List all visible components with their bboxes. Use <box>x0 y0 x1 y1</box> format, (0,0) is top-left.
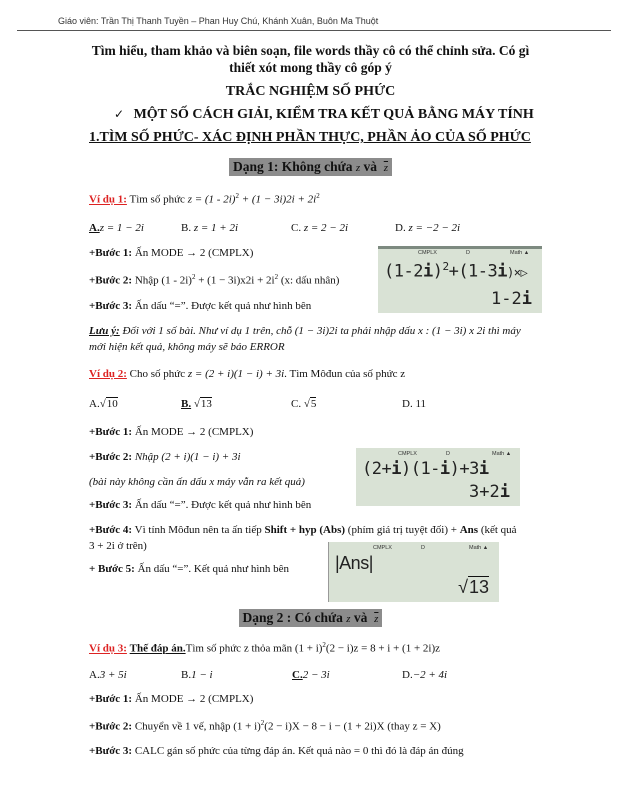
status-cmplx: CMPLX <box>418 250 437 256</box>
option-letter: A. <box>89 222 100 234</box>
calculator-screen-3 <box>328 542 499 602</box>
example-1-note-2: mới hiện kết quả, không máy sẽ báo ERROR <box>89 341 285 353</box>
option-text: 2 − 3i <box>302 669 330 681</box>
step-label: +Bước 2: <box>89 274 133 287</box>
option-text: z = 2 − 2i <box>303 222 349 234</box>
exponent: 2 <box>191 273 196 281</box>
option-letter: C. <box>292 669 303 681</box>
header-divider <box>17 30 611 31</box>
option-text: 5 <box>310 398 317 410</box>
step-text: Ấn MODE → 2 (CMPLX) <box>134 247 254 259</box>
example-2-question <box>89 368 405 380</box>
step-text: Ấn dấu “=”. Được kết quả như hình bên <box>134 300 312 312</box>
step-label: +Bước 3: <box>89 300 133 312</box>
calc-expression: |Ans| <box>335 553 373 573</box>
option-letter: A. <box>89 669 100 681</box>
example-2-step-1 <box>89 426 253 438</box>
calc-result: 3+2i <box>469 482 510 502</box>
dang-2-heading <box>0 609 621 627</box>
option-text: z = 1 − 2i <box>99 222 144 234</box>
conj-and: và <box>363 159 377 174</box>
exponent: 2 <box>322 641 326 649</box>
expr: + (1 − 3i)2i + 2i <box>238 193 317 206</box>
example-3-option-c <box>292 669 330 681</box>
option-letter: C. <box>291 398 302 410</box>
step-label: +Bước 4: <box>89 524 133 536</box>
z-bar-symbol: $\overline{z}$ <box>374 613 379 625</box>
option-letter: A. <box>89 398 100 410</box>
exponent: 2 <box>316 192 320 200</box>
example-1-step-2 <box>89 273 339 287</box>
option-letter: B. <box>181 398 192 410</box>
dang-1-heading <box>0 158 621 176</box>
option-letter: D. <box>402 398 413 410</box>
status-math: Math ▲ <box>492 451 512 457</box>
step-text: Nhập (2 + i)(1 − i) + 3i <box>134 451 241 463</box>
z-symbol: z <box>346 613 351 625</box>
example-1-step-3 <box>89 300 311 312</box>
example-2-option-d <box>402 398 426 410</box>
expr: z = (1 - 2i) <box>187 193 236 206</box>
option-letter: D. <box>395 222 406 234</box>
example-2-step-2-note: (bài này không cần ấn dấu x máy vẫn ra kết quả) <box>89 476 305 488</box>
calc-expression: (2+i)(1-i)+3i <box>362 459 489 479</box>
example-1-option-b <box>181 222 238 234</box>
page-header-teacher: Giáo viên: Trần Thị Thanh Tuyền – Phan Huy Chú, Khánh Xuân, Buôn Ma Thuột <box>58 16 379 26</box>
step-label: +Bước 1: <box>89 426 133 438</box>
option-text: z = −2 − 2i <box>408 222 461 234</box>
example-2-option-c: C. √5 <box>291 398 317 410</box>
step-label: +Bước 1: <box>89 247 133 259</box>
example-1-step-1 <box>89 247 253 259</box>
step-text: Nhập (1 - 2i) <box>134 274 192 287</box>
step-label: + Bước 5: <box>89 563 135 575</box>
example-2-step-3 <box>89 499 311 511</box>
option-letter: B. <box>181 669 192 681</box>
option-text: −2 + 4i <box>412 669 448 681</box>
status-cmplx: CMPLX <box>373 545 392 551</box>
exponent: 2 <box>235 192 239 200</box>
example-2-option-a: A.√10 <box>89 398 118 410</box>
step-text: Ấn dấu “=”. Kết quả như hình bên <box>137 563 290 575</box>
example-3-option-b <box>181 669 213 681</box>
step-text: Vì tính Môđun nên ta ấn tiếp <box>134 524 265 536</box>
example-3-option-d <box>402 669 447 681</box>
intro-line-2: thiết xót mong thầy cô góp ý <box>229 60 392 75</box>
intro-line-1: Tìm hiểu, tham khảo và biên soạn, file words thầy cô có thể chỉnh sửa. Có gì <box>91 43 530 58</box>
step-text: (x: dấu nhân) <box>278 274 340 287</box>
key-name: Ans <box>459 524 479 536</box>
example-1-note-1 <box>89 325 521 337</box>
step-label: +Bước 2: <box>89 720 133 733</box>
option-letter: B. <box>181 222 192 234</box>
conj-and: và <box>353 610 368 625</box>
question-text: Cho số phức <box>129 368 186 380</box>
example-2-option-b: B. √13 <box>181 398 212 410</box>
example-1-question <box>89 192 320 206</box>
example-1-option-d <box>395 222 460 234</box>
z-symbol: z <box>355 162 361 174</box>
key-name: Shift + hyp (Abs) <box>264 524 346 536</box>
example-2-label: Ví dụ 2: <box>89 368 127 380</box>
example-3-label: Ví dụ 3: <box>89 642 127 655</box>
step-text: Ấn dấu “=”. Được kết quả như hình bên <box>134 499 312 511</box>
example-2-step-4-cont: 3 + 2i ở trên) <box>89 540 147 552</box>
calculator-screen-1 <box>378 246 542 313</box>
status-math: Math ▲ <box>469 545 489 551</box>
step-text: Chuyển về 1 vế, nhập (1 + i) <box>134 720 261 733</box>
example-2-step-2 <box>89 451 241 463</box>
step-text: CALC gán số phức của từng đáp án. Kết quả nào = 0 thì đó là đáp án đúng <box>134 745 464 757</box>
example-1-label: Ví dụ 1: <box>89 193 127 206</box>
step-label: +Bước 2: <box>89 451 133 463</box>
status-d: D <box>421 545 425 551</box>
status-d: D <box>446 451 450 457</box>
exponent: 2 <box>274 273 279 281</box>
subtitle <box>114 107 534 123</box>
example-3-step-1 <box>89 693 253 705</box>
example-3-step-2 <box>89 719 441 733</box>
step-text: Ấn MODE → 2 (CMPLX) <box>134 426 254 438</box>
question-text: Tìm số phức <box>129 193 185 206</box>
question-text: Tìm số phức z thỏa mãn (1 + i) <box>185 642 323 655</box>
calculator-screen-2 <box>356 448 520 506</box>
check-icon: ✓ <box>114 107 125 121</box>
document-title: TRẮC NGHIỆM SỐ PHỨC <box>225 84 396 99</box>
calc-expression: $(1-2i)^2+(1-3i)\times▷$ <box>384 260 528 282</box>
section-heading: 1.TÌM SỐ PHỨC- XÁC ĐỊNH PHẦN THỰC, PHẦN ẢO CỦA SỐ PHỨC <box>89 130 531 145</box>
dang-2-label: Dạng 2 : Có chứa <box>242 610 343 625</box>
status-cmplx: CMPLX <box>398 451 417 457</box>
expr: z = (2 + i)(1 − i) + 3i <box>187 368 285 380</box>
option-letter: C. <box>291 222 302 234</box>
step-text: (kết quả <box>478 524 517 536</box>
option-text: z = 1 + 2i <box>193 222 239 234</box>
example-2-step-4 <box>89 524 517 536</box>
step-text: + (1 − 3i)x2i + 2i <box>195 274 275 287</box>
example-1-option-c <box>291 222 348 234</box>
step-label: +Bước 3: <box>89 499 133 511</box>
option-letter: D. <box>402 669 413 681</box>
note-text: Đối với 1 số bài. Như ví dụ 1 trên, chỗ (1 − 3i)2i ta phải nhập dấu x : (1 − 3i) x 2i thì máy <box>119 325 521 337</box>
question-text: (2 − i)z = 8 + i + (1 + 2i)z <box>325 642 441 655</box>
calc-result: √13 <box>458 577 489 597</box>
question-text: . Tìm Môđun của số phức z <box>284 368 406 380</box>
exponent: 2 <box>260 719 265 727</box>
status-d: D <box>466 250 470 256</box>
step-label: +Bước 1: <box>89 693 133 705</box>
example-1-option-a <box>89 222 144 234</box>
option-text: 1 − i <box>191 669 213 681</box>
option-text: 13 <box>200 398 212 410</box>
example-3-question <box>89 641 440 655</box>
example-3-option-a <box>89 669 127 681</box>
example-2-step-5 <box>89 563 289 575</box>
note-label: Lưu ý: <box>89 325 120 337</box>
step-text: (phím giá trị tuyệt đối) + <box>345 524 460 536</box>
dang-1-label: Dạng 1: Không chứa <box>232 159 353 174</box>
option-text: 3 + 5i <box>99 669 127 681</box>
subtitle-text: MỘT SỐ CÁCH GIẢI, KIỂM TRA KẾT QUẢ BẰNG MÁY TÍNH <box>133 107 534 122</box>
option-text: 10 <box>106 398 118 410</box>
step-text: Ấn MODE → 2 (CMPLX) <box>134 693 254 705</box>
step-label: +Bước 3: <box>89 745 133 757</box>
z-bar-symbol: $\overline{z}$ <box>383 162 389 174</box>
step-text: (2 − i)X − 8 − i − (1 + 2i)X (thay z = X) <box>264 720 441 733</box>
example-3-step-3 <box>89 745 464 757</box>
calc-result: 1-2i <box>491 289 532 309</box>
option-text: 11 <box>415 398 427 410</box>
status-math: Math ▲ <box>510 250 530 256</box>
method-label: Thế đáp án. <box>129 642 186 655</box>
